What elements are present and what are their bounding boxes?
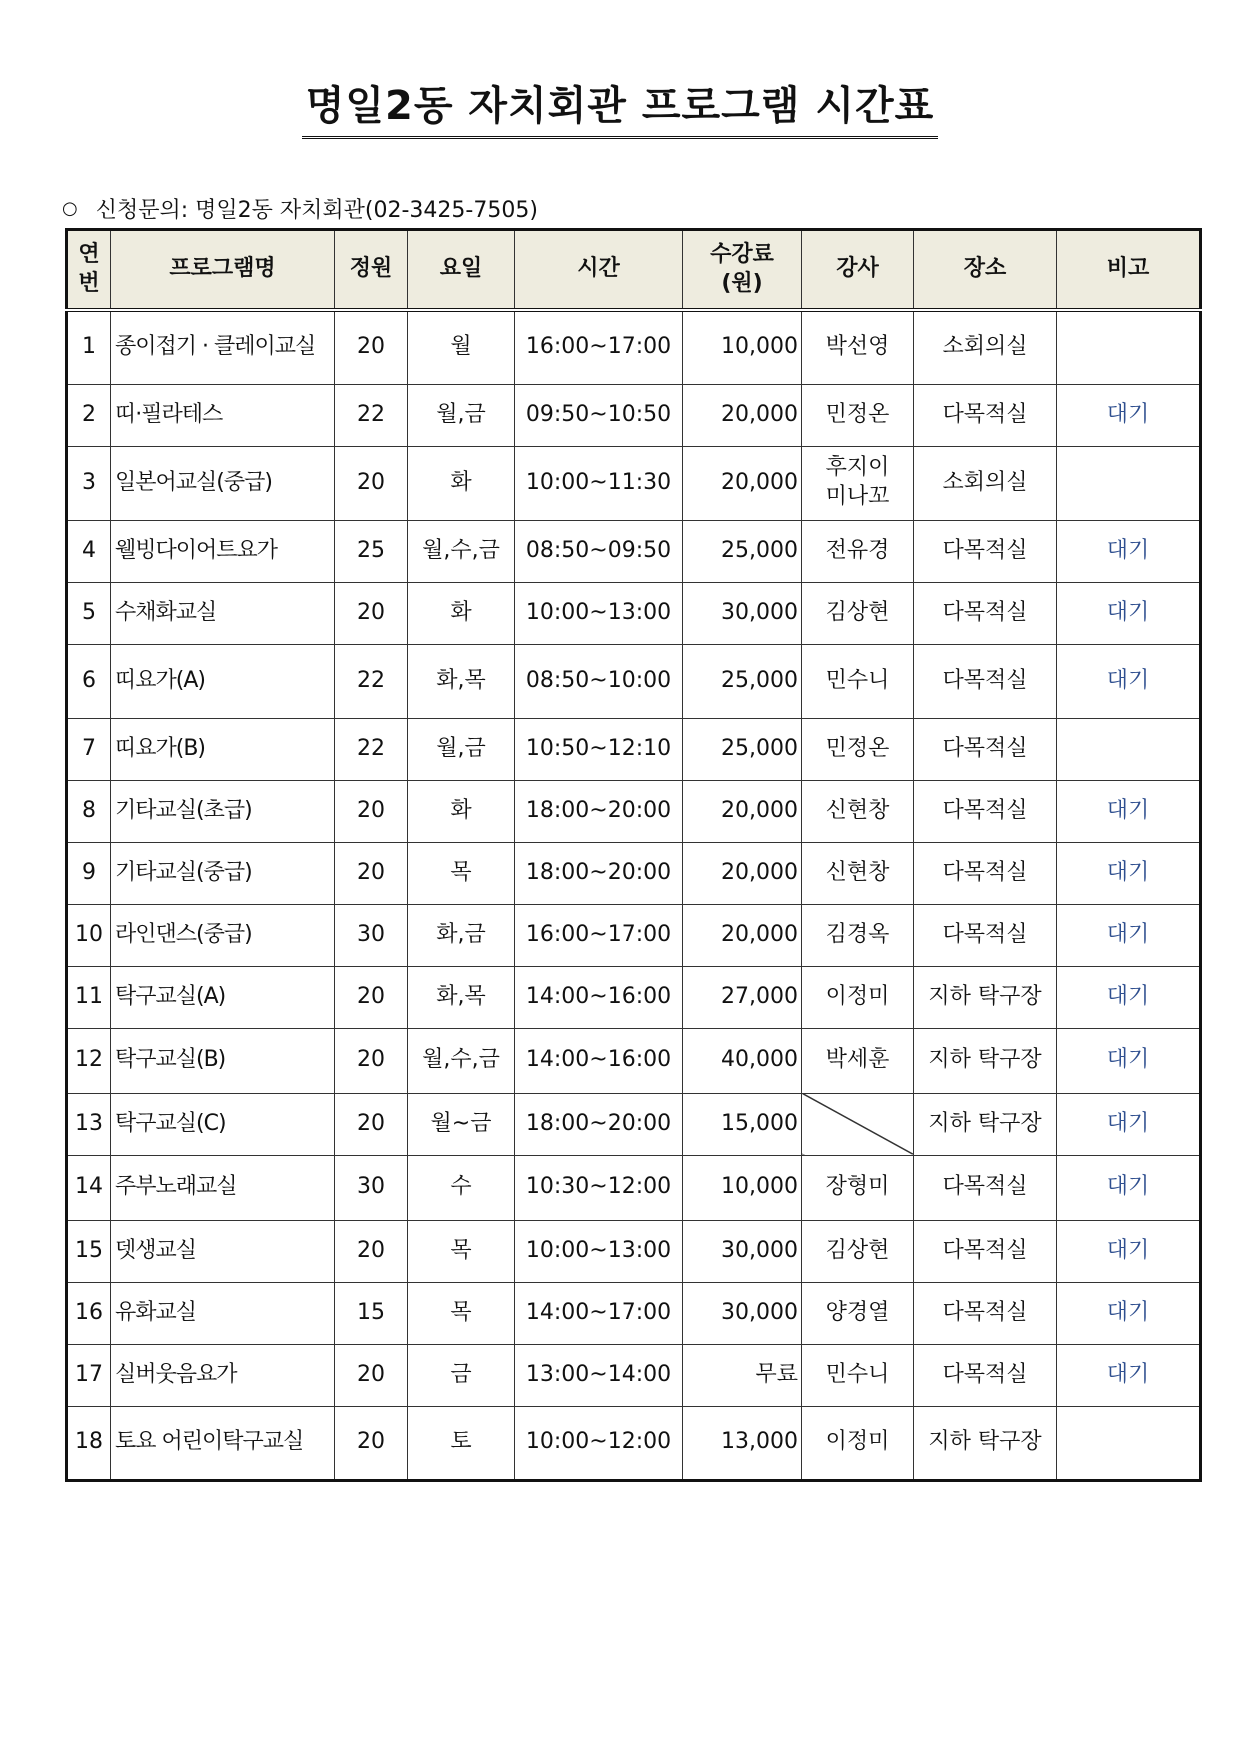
bullet-circle-icon: ○ — [62, 198, 78, 219]
cell-days: 월,수,금 — [408, 520, 515, 582]
cell-no: 16 — [67, 1282, 111, 1344]
cell-capacity: 25 — [335, 520, 408, 582]
cell-fee: 10,000 — [683, 1155, 802, 1220]
cell-time: 10:50~12:10 — [515, 718, 683, 780]
cell-no: 9 — [67, 842, 111, 904]
cell-capacity: 20 — [335, 1093, 408, 1155]
cell-note: 대기 — [1057, 780, 1201, 842]
cell-time: 16:00~17:00 — [515, 310, 683, 384]
cell-place: 다목적실 — [914, 1344, 1057, 1406]
cell-fee: 20,000 — [683, 780, 802, 842]
cell-days: 월,수,금 — [408, 1028, 515, 1093]
cell-note: 대기 — [1057, 384, 1201, 446]
cell-no: 6 — [67, 644, 111, 718]
cell-no: 18 — [67, 1406, 111, 1480]
table-row — [67, 310, 1201, 384]
cell-fee: 25,000 — [683, 644, 802, 718]
cell-name: 띠요가(A) — [111, 644, 335, 718]
cell-days: 월 — [408, 310, 515, 384]
cell-fee: 13,000 — [683, 1406, 802, 1480]
cell-days: 화 — [408, 446, 515, 520]
cell-place: 지하 탁구장 — [914, 1093, 1057, 1155]
cell-note — [1057, 718, 1201, 780]
cell-no: 10 — [67, 904, 111, 966]
cell-place: 지하 탁구장 — [914, 1406, 1057, 1480]
cell-name: 실버웃음요가 — [111, 1344, 335, 1406]
cell-days: 화,목 — [408, 644, 515, 718]
table-row — [67, 1282, 1201, 1344]
page-title — [0, 82, 1240, 139]
cell-teacher: 민정온 — [802, 718, 914, 780]
cell-name: 유화교실 — [111, 1282, 335, 1344]
cell-capacity: 20 — [335, 1028, 408, 1093]
table-row — [67, 1406, 1201, 1480]
cell-capacity: 20 — [335, 310, 408, 384]
cell-note — [1057, 446, 1201, 520]
cell-name: 종이접기 · 클레이교실 — [111, 310, 335, 384]
cell-name: 탁구교실(B) — [111, 1028, 335, 1093]
cell-name: 일본어교실(중급) — [111, 446, 335, 520]
cell-name: 기타교실(초급) — [111, 780, 335, 842]
cell-fee: 15,000 — [683, 1093, 802, 1155]
cell-note — [1057, 1406, 1201, 1480]
cell-teacher-empty-slash — [802, 1093, 914, 1155]
header-name: 프로그램명 — [111, 230, 335, 311]
header-fee-line1: 수강료 — [710, 241, 774, 267]
cell-name: 토요 어린이탁구교실 — [111, 1406, 335, 1480]
cell-no: 8 — [67, 780, 111, 842]
cell-teacher-line2: 미나꼬 — [825, 484, 890, 509]
cell-place: 다목적실 — [914, 1282, 1057, 1344]
cell-name: 웰빙다이어트요가 — [111, 520, 335, 582]
cell-capacity: 20 — [335, 1344, 408, 1406]
cell-name: 주부노래교실 — [111, 1155, 335, 1220]
table-row — [67, 1155, 1201, 1220]
cell-fee: 30,000 — [683, 582, 802, 644]
cell-capacity: 20 — [335, 842, 408, 904]
cell-place: 다목적실 — [914, 644, 1057, 718]
cell-days: 화,목 — [408, 966, 515, 1028]
cell-days: 목 — [408, 1220, 515, 1282]
table-row — [67, 904, 1201, 966]
cell-name: 라인댄스(중급) — [111, 904, 335, 966]
cell-note: 대기 — [1057, 1028, 1201, 1093]
cell-note — [1057, 310, 1201, 384]
header-capacity: 정원 — [335, 230, 408, 311]
cell-capacity: 22 — [335, 384, 408, 446]
cell-days: 토 — [408, 1406, 515, 1480]
cell-capacity: 20 — [335, 966, 408, 1028]
cell-note: 대기 — [1057, 520, 1201, 582]
cell-capacity: 15 — [335, 1282, 408, 1344]
cell-fee: 27,000 — [683, 966, 802, 1028]
cell-teacher: 김상현 — [802, 582, 914, 644]
cell-time: 10:00~13:00 — [515, 582, 683, 644]
cell-days: 수 — [408, 1155, 515, 1220]
cell-time: 10:00~13:00 — [515, 1220, 683, 1282]
cell-fee: 25,000 — [683, 718, 802, 780]
cell-place: 다목적실 — [914, 520, 1057, 582]
cell-place: 다목적실 — [914, 780, 1057, 842]
cell-fee: 무료 — [683, 1344, 802, 1406]
cell-place: 다목적실 — [914, 718, 1057, 780]
cell-no: 7 — [67, 718, 111, 780]
cell-place: 지하 탁구장 — [914, 1028, 1057, 1093]
cell-fee: 20,000 — [683, 446, 802, 520]
cell-capacity: 20 — [335, 446, 408, 520]
table-row — [67, 1344, 1201, 1406]
cell-teacher — [802, 446, 914, 520]
cell-teacher: 양경열 — [802, 1282, 914, 1344]
cell-place: 지하 탁구장 — [914, 966, 1057, 1028]
cell-name: 띠·필라테스 — [111, 384, 335, 446]
header-time: 시간 — [515, 230, 683, 311]
cell-time: 14:00~16:00 — [515, 966, 683, 1028]
cell-fee: 25,000 — [683, 520, 802, 582]
cell-note: 대기 — [1057, 1344, 1201, 1406]
header-no-line1: 연 — [78, 241, 100, 267]
cell-name: 수채화교실 — [111, 582, 335, 644]
cell-teacher-line1: 후지이 — [825, 455, 890, 481]
cell-note: 대기 — [1057, 1093, 1201, 1155]
cell-place: 다목적실 — [914, 842, 1057, 904]
header-no — [67, 230, 111, 311]
cell-fee: 30,000 — [683, 1282, 802, 1344]
cell-note: 대기 — [1057, 1155, 1201, 1220]
cell-time: 10:30~12:00 — [515, 1155, 683, 1220]
cell-note: 대기 — [1057, 904, 1201, 966]
cell-capacity: 30 — [335, 1155, 408, 1220]
cell-capacity: 22 — [335, 718, 408, 780]
cell-teacher: 김상현 — [802, 1220, 914, 1282]
cell-teacher: 민정온 — [802, 384, 914, 446]
cell-name: 띠요가(B) — [111, 718, 335, 780]
cell-time: 08:50~10:00 — [515, 644, 683, 718]
table-row — [67, 1093, 1201, 1155]
cell-days: 월,금 — [408, 384, 515, 446]
cell-teacher: 전유경 — [802, 520, 914, 582]
cell-time: 09:50~10:50 — [515, 384, 683, 446]
cell-place: 다목적실 — [914, 904, 1057, 966]
cell-teacher: 신현창 — [802, 780, 914, 842]
cell-teacher: 민수니 — [802, 644, 914, 718]
cell-teacher: 민수니 — [802, 1344, 914, 1406]
cell-capacity: 20 — [335, 1220, 408, 1282]
table-header-row — [67, 230, 1201, 311]
cell-teacher: 이정미 — [802, 1406, 914, 1480]
cell-fee: 20,000 — [683, 842, 802, 904]
cell-note: 대기 — [1057, 966, 1201, 1028]
cell-teacher: 이정미 — [802, 966, 914, 1028]
table-row — [67, 384, 1201, 446]
header-teacher: 강사 — [802, 230, 914, 311]
cell-no: 17 — [67, 1344, 111, 1406]
header-no-line2: 번 — [78, 270, 100, 296]
cell-no: 4 — [67, 520, 111, 582]
cell-no: 1 — [67, 310, 111, 384]
cell-time: 14:00~17:00 — [515, 1282, 683, 1344]
cell-capacity: 20 — [335, 582, 408, 644]
cell-fee: 10,000 — [683, 310, 802, 384]
cell-no: 12 — [67, 1028, 111, 1093]
contact-info — [62, 193, 538, 224]
header-fee — [683, 230, 802, 311]
header-fee-line2: (원) — [721, 270, 763, 296]
cell-fee: 20,000 — [683, 904, 802, 966]
cell-fee: 20,000 — [683, 384, 802, 446]
cell-teacher: 박선영 — [802, 310, 914, 384]
cell-note: 대기 — [1057, 842, 1201, 904]
cell-time: 10:00~11:30 — [515, 446, 683, 520]
cell-time: 18:00~20:00 — [515, 780, 683, 842]
table-row — [67, 520, 1201, 582]
cell-place: 다목적실 — [914, 384, 1057, 446]
table-row — [67, 1028, 1201, 1093]
cell-note: 대기 — [1057, 582, 1201, 644]
cell-days: 목 — [408, 1282, 515, 1344]
header-note: 비고 — [1057, 230, 1201, 311]
page-title-text: 명일2동 자치회관 프로그램 시간표 — [302, 82, 939, 139]
cell-days: 화 — [408, 582, 515, 644]
cell-no: 2 — [67, 384, 111, 446]
cell-fee: 40,000 — [683, 1028, 802, 1093]
table-row — [67, 582, 1201, 644]
table-row — [67, 1220, 1201, 1282]
cell-place: 소회의실 — [914, 310, 1057, 384]
cell-time: 16:00~17:00 — [515, 904, 683, 966]
cell-place: 다목적실 — [914, 1155, 1057, 1220]
cell-teacher: 장형미 — [802, 1155, 914, 1220]
table-row — [67, 718, 1201, 780]
cell-name: 기타교실(중급) — [111, 842, 335, 904]
cell-capacity: 22 — [335, 644, 408, 718]
cell-note: 대기 — [1057, 1220, 1201, 1282]
cell-place: 다목적실 — [914, 582, 1057, 644]
cell-fee: 30,000 — [683, 1220, 802, 1282]
cell-teacher: 박세훈 — [802, 1028, 914, 1093]
cell-time: 18:00~20:00 — [515, 842, 683, 904]
cell-no: 13 — [67, 1093, 111, 1155]
cell-no: 11 — [67, 966, 111, 1028]
contact-text: 신청문의: 명일2동 자치회관(02-3425-7505) — [95, 198, 538, 223]
table-row — [67, 644, 1201, 718]
cell-time: 10:00~12:00 — [515, 1406, 683, 1480]
cell-note: 대기 — [1057, 1282, 1201, 1344]
header-place: 장소 — [914, 230, 1057, 311]
cell-name: 뎃생교실 — [111, 1220, 335, 1282]
cell-teacher: 신현창 — [802, 842, 914, 904]
cell-name: 탁구교실(A) — [111, 966, 335, 1028]
table-row — [67, 842, 1201, 904]
table-row — [67, 966, 1201, 1028]
cell-time: 14:00~16:00 — [515, 1028, 683, 1093]
cell-days: 금 — [408, 1344, 515, 1406]
cell-capacity: 20 — [335, 780, 408, 842]
cell-no: 5 — [67, 582, 111, 644]
cell-name: 탁구교실(C) — [111, 1093, 335, 1155]
cell-no: 3 — [67, 446, 111, 520]
cell-capacity: 20 — [335, 1406, 408, 1480]
cell-place: 다목적실 — [914, 1220, 1057, 1282]
cell-days: 월,금 — [408, 718, 515, 780]
cell-note: 대기 — [1057, 644, 1201, 718]
cell-days: 화,금 — [408, 904, 515, 966]
cell-no: 14 — [67, 1155, 111, 1220]
cell-days: 월~금 — [408, 1093, 515, 1155]
program-schedule-table — [65, 228, 1202, 1482]
cell-days: 화 — [408, 780, 515, 842]
cell-place: 소회의실 — [914, 446, 1057, 520]
cell-time: 13:00~14:00 — [515, 1344, 683, 1406]
cell-no: 15 — [67, 1220, 111, 1282]
cell-time: 08:50~09:50 — [515, 520, 683, 582]
cell-time: 18:00~20:00 — [515, 1093, 683, 1155]
header-days: 요일 — [408, 230, 515, 311]
table-row — [67, 780, 1201, 842]
cell-capacity: 30 — [335, 904, 408, 966]
table-row — [67, 446, 1201, 520]
cell-teacher: 김경옥 — [802, 904, 914, 966]
cell-days: 목 — [408, 842, 515, 904]
